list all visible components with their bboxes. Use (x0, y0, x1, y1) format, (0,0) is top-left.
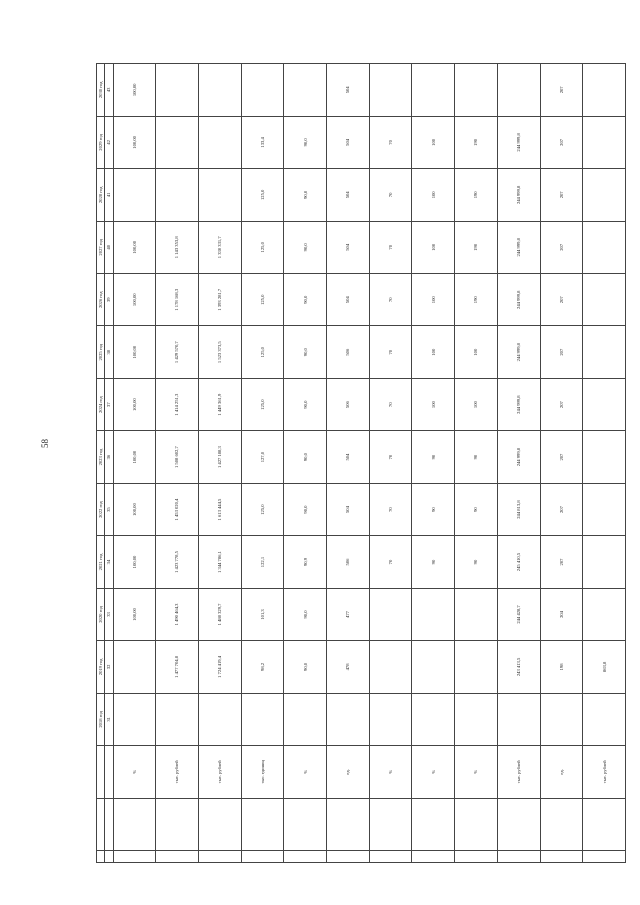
value-cell: 100,00 (113, 326, 156, 378)
code-cell (156, 851, 199, 863)
value-cell: 1 508 602,7 (156, 431, 199, 483)
table-row (497, 64, 540, 863)
value-cell: 244 999,8 (497, 116, 540, 168)
value-cell: 1 427 188,3 (198, 431, 241, 483)
value-cell: 207 (540, 536, 583, 588)
value-cell: 90,0 (284, 641, 327, 693)
value-cell: 207 (540, 483, 583, 535)
table-body (113, 64, 625, 863)
value-cell: 190 (455, 221, 498, 273)
value-cell: 207 (540, 64, 583, 117)
value-cell: 70 (369, 431, 412, 483)
value-cell: 125,0 (241, 326, 284, 378)
value-cell (241, 64, 284, 117)
value-cell (583, 274, 626, 326)
value-cell: 207 (540, 169, 583, 221)
value-cell: 70 (369, 536, 412, 588)
year-header: 2019 год (97, 641, 105, 693)
value-cell: 90 (412, 483, 455, 535)
value-cell (583, 116, 626, 168)
indicator-name-cell (540, 798, 583, 850)
header-cell (105, 746, 113, 798)
value-cell: 190 (455, 274, 498, 326)
indicator-name-cell (198, 798, 241, 850)
value-cell: 90 (455, 483, 498, 535)
value-cell (583, 431, 626, 483)
value-cell: 125,0 (241, 221, 284, 273)
value-cell: 207 (540, 431, 583, 483)
header-row-years (97, 64, 105, 863)
value-cell (241, 693, 284, 745)
value-cell: 506 (327, 378, 370, 430)
value-cell (113, 693, 156, 745)
value-cell: 244 999,8 (497, 274, 540, 326)
value-cell: 504 (327, 483, 370, 535)
value-cell: 100,00 (113, 536, 156, 588)
value-cell: 90 (412, 536, 455, 588)
column-number: 34 (105, 536, 113, 588)
value-cell: 133,4 (241, 116, 284, 168)
value-cell: 1 453 020,4 (156, 483, 199, 535)
code-cell (327, 851, 370, 863)
code-cell (497, 851, 540, 863)
value-cell: 1 393 281,7 (198, 274, 241, 326)
value-cell: 90,0 (284, 588, 327, 640)
value-cell (369, 693, 412, 745)
year-header: 2023 год (97, 431, 105, 483)
value-cell: 100,00 (113, 483, 156, 535)
value-cell: 70 (369, 326, 412, 378)
value-cell: 90,0 (284, 221, 327, 273)
year-header: 2026 год (97, 274, 105, 326)
value-cell: 244 999,8 (497, 431, 540, 483)
value-cell: 506 (327, 536, 370, 588)
header-cell (105, 851, 113, 863)
value-cell (412, 588, 455, 640)
indicator-name-cell (583, 798, 626, 850)
value-cell: 478 (327, 641, 370, 693)
value-cell: 190 (455, 116, 498, 168)
value-cell (583, 326, 626, 378)
value-cell: 1 423 778,5 (156, 536, 199, 588)
table-row (284, 64, 327, 863)
table-row (241, 64, 284, 863)
value-cell: 127,0 (241, 431, 284, 483)
value-cell: 207 (540, 116, 583, 168)
code-cell (412, 851, 455, 863)
value-cell: 198 (540, 641, 583, 693)
value-cell: 1 523 373,5 (198, 326, 241, 378)
value-cell: 1 330 331,7 (198, 221, 241, 273)
value-cell (156, 693, 199, 745)
value-cell (583, 693, 626, 745)
indicator-name-cell (241, 798, 284, 850)
value-cell: 100 (412, 326, 455, 378)
value-cell (583, 483, 626, 535)
column-number: 37 (105, 378, 113, 430)
column-number: 33 (105, 588, 113, 640)
value-cell (327, 693, 370, 745)
header-cell (97, 798, 105, 850)
indicator-name-cell (369, 798, 412, 850)
code-cell (455, 851, 498, 863)
value-cell (412, 641, 455, 693)
header-unit-cell (97, 746, 105, 798)
value-cell: 204 (540, 588, 583, 640)
value-cell: 100 (455, 326, 498, 378)
value-cell: 100 (412, 274, 455, 326)
indicator-name-cell (497, 798, 540, 850)
table-row (583, 64, 626, 863)
value-cell: 207 (540, 221, 583, 273)
unit-cell: % (412, 746, 455, 798)
year-header: 2021 год (97, 536, 105, 588)
code-cell (113, 851, 156, 863)
value-cell: 70 (369, 116, 412, 168)
value-cell: 70 (369, 483, 412, 535)
statistics-table-frame (96, 63, 626, 863)
header-cell (105, 798, 113, 850)
value-cell: 90,0 (284, 274, 327, 326)
value-cell: 100 (412, 169, 455, 221)
value-cell: 90,0 (284, 326, 327, 378)
unit-cell: тыс. рублей (198, 746, 241, 798)
value-cell: 244 999,8 (497, 169, 540, 221)
value-cell (583, 169, 626, 221)
value-cell (412, 64, 455, 117)
value-cell: 90,0 (284, 116, 327, 168)
value-cell: 90 (455, 431, 498, 483)
table-row (327, 64, 370, 863)
table-row (113, 64, 156, 863)
value-cell (369, 64, 412, 117)
table-area (96, 63, 626, 863)
unit-cell: ед. (327, 746, 370, 798)
value-cell: 90,0 (284, 483, 327, 535)
value-cell: 125,0 (241, 378, 284, 430)
value-cell: 70 (369, 221, 412, 273)
statistics-table (96, 63, 626, 863)
value-cell: 244 999,8 (497, 378, 540, 430)
indicator-name-cell (113, 798, 156, 850)
value-cell (455, 64, 498, 117)
value-cell: 506 (327, 326, 370, 378)
code-cell (198, 851, 241, 863)
value-cell (198, 116, 241, 168)
value-cell: 1 143 353,8 (156, 221, 199, 273)
value-cell: 100,00 (113, 274, 156, 326)
value-cell (284, 64, 327, 117)
value-cell: 477 (327, 588, 370, 640)
value-cell: 100,00 (113, 221, 156, 273)
year-header: 2025 год (97, 326, 105, 378)
value-cell (583, 536, 626, 588)
value-cell: 1 414 251,3 (156, 378, 199, 430)
code-cell (583, 851, 626, 863)
value-cell: 504 (327, 431, 370, 483)
unit-cell: тыс. единиц (241, 746, 284, 798)
code-cell (241, 851, 284, 863)
value-cell: 70 (369, 378, 412, 430)
value-cell: 190 (455, 169, 498, 221)
value-cell (156, 116, 199, 168)
unit-cell: тыс. рублей (156, 746, 199, 798)
value-cell (583, 221, 626, 273)
value-cell: 1 477 704,8 (156, 641, 199, 693)
value-cell: 243 413,5 (497, 641, 540, 693)
value-cell: 100,00 (113, 116, 156, 168)
year-header: 2027 год (97, 221, 105, 273)
value-cell: 1 344 786,1 (198, 536, 241, 588)
column-number: 41 (105, 169, 113, 221)
value-cell: 100,00 (113, 64, 156, 117)
value-cell: 122,1 (241, 536, 284, 588)
column-number: 35 (105, 483, 113, 535)
unit-cell: тыс. рублей (497, 746, 540, 798)
value-cell: 100 (412, 116, 455, 168)
value-cell: 244 813,8 (497, 483, 540, 535)
year-header: 2022 год (97, 483, 105, 535)
column-number: 43 (105, 64, 113, 117)
value-cell: 100 (455, 378, 498, 430)
value-cell (540, 693, 583, 745)
value-cell (455, 693, 498, 745)
column-number: 42 (105, 116, 113, 168)
value-cell: 207 (540, 274, 583, 326)
value-cell: 1 488 329,7 (198, 588, 241, 640)
value-cell: 125,0 (241, 169, 284, 221)
value-cell (369, 588, 412, 640)
value-cell: 90 (412, 431, 455, 483)
value-cell (113, 169, 156, 221)
value-cell: 100 (412, 221, 455, 273)
value-cell (369, 641, 412, 693)
year-header: 2018 год (97, 693, 105, 745)
table-row (455, 64, 498, 863)
column-number: 31 (105, 693, 113, 745)
indicator-name-cell (284, 798, 327, 850)
table-row (369, 64, 412, 863)
value-cell: 244 999,8 (497, 221, 540, 273)
value-cell: 70 (369, 274, 412, 326)
header-cell (97, 851, 105, 863)
value-cell: 244 428,7 (497, 588, 540, 640)
year-header: 2028 год (97, 169, 105, 221)
value-cell: 90,0 (284, 431, 327, 483)
value-cell: 98,2 (241, 641, 284, 693)
value-cell: 207 (540, 326, 583, 378)
value-cell: 101,3 (241, 588, 284, 640)
year-header: 2030 год (97, 64, 105, 117)
column-number: 32 (105, 641, 113, 693)
value-cell (198, 693, 241, 745)
value-cell: 504 (327, 116, 370, 168)
unit-cell: % (284, 746, 327, 798)
table-row (540, 64, 583, 863)
value-cell: 504 (327, 64, 370, 117)
table-row (198, 64, 241, 863)
unit-cell: % (113, 746, 156, 798)
value-cell: 504 (327, 221, 370, 273)
value-cell: 100 (412, 378, 455, 430)
value-cell (583, 588, 626, 640)
column-number: 40 (105, 221, 113, 273)
value-cell: 207 (540, 378, 583, 430)
value-cell: 90,9 (284, 536, 327, 588)
unit-cell: ед. (540, 746, 583, 798)
value-cell: 90 (455, 536, 498, 588)
value-cell (156, 169, 199, 221)
value-cell: 125,0 (241, 274, 284, 326)
year-header: 2024 год (97, 378, 105, 430)
code-cell (540, 851, 583, 863)
value-cell: 1 724 419,4 (198, 641, 241, 693)
value-cell: 245 410,5 (497, 536, 540, 588)
value-cell (198, 64, 241, 117)
indicator-name-cell (327, 798, 370, 850)
value-cell: 1 429 570,7 (156, 326, 199, 378)
header-row-numbers (105, 64, 113, 863)
value-cell: 100,00 (113, 588, 156, 640)
value-cell: 100,00 (113, 378, 156, 430)
unit-cell: % (369, 746, 412, 798)
value-cell: 90,0 (284, 169, 327, 221)
unit-cell: % (455, 746, 498, 798)
column-number: 36 (105, 431, 113, 483)
value-cell: 244 999,8 (497, 326, 540, 378)
value-cell: 1 449 361,9 (198, 378, 241, 430)
page-number: 58 (40, 439, 50, 448)
value-cell: 504 (327, 274, 370, 326)
value-cell (497, 693, 540, 745)
value-cell: 863,8 (583, 641, 626, 693)
code-cell (284, 851, 327, 863)
table-row (412, 64, 455, 863)
table-row (156, 64, 199, 863)
value-cell: 504 (327, 169, 370, 221)
value-cell (455, 641, 498, 693)
value-cell: 125,0 (241, 483, 284, 535)
value-cell (156, 64, 199, 117)
unit-cell: тыс. рублей (583, 746, 626, 798)
code-cell (369, 851, 412, 863)
value-cell (455, 588, 498, 640)
value-cell (113, 641, 156, 693)
value-cell (284, 693, 327, 745)
year-header: 2020 год (97, 588, 105, 640)
value-cell (583, 378, 626, 430)
value-cell: 100,00 (113, 431, 156, 483)
indicator-name-cell (455, 798, 498, 850)
indicator-name-cell (412, 798, 455, 850)
value-cell: 1 613 444,5 (198, 483, 241, 535)
indicator-name-cell (156, 798, 199, 850)
value-cell: 70 (369, 169, 412, 221)
column-number: 38 (105, 326, 113, 378)
year-header: 2029 год (97, 116, 105, 168)
value-cell (412, 693, 455, 745)
value-cell: 90,0 (284, 378, 327, 430)
column-number: 39 (105, 274, 113, 326)
value-cell: 1 490 464,3 (156, 588, 199, 640)
value-cell (583, 64, 626, 117)
value-cell (198, 169, 241, 221)
value-cell: 1 178 168,3 (156, 274, 199, 326)
value-cell (497, 64, 540, 117)
